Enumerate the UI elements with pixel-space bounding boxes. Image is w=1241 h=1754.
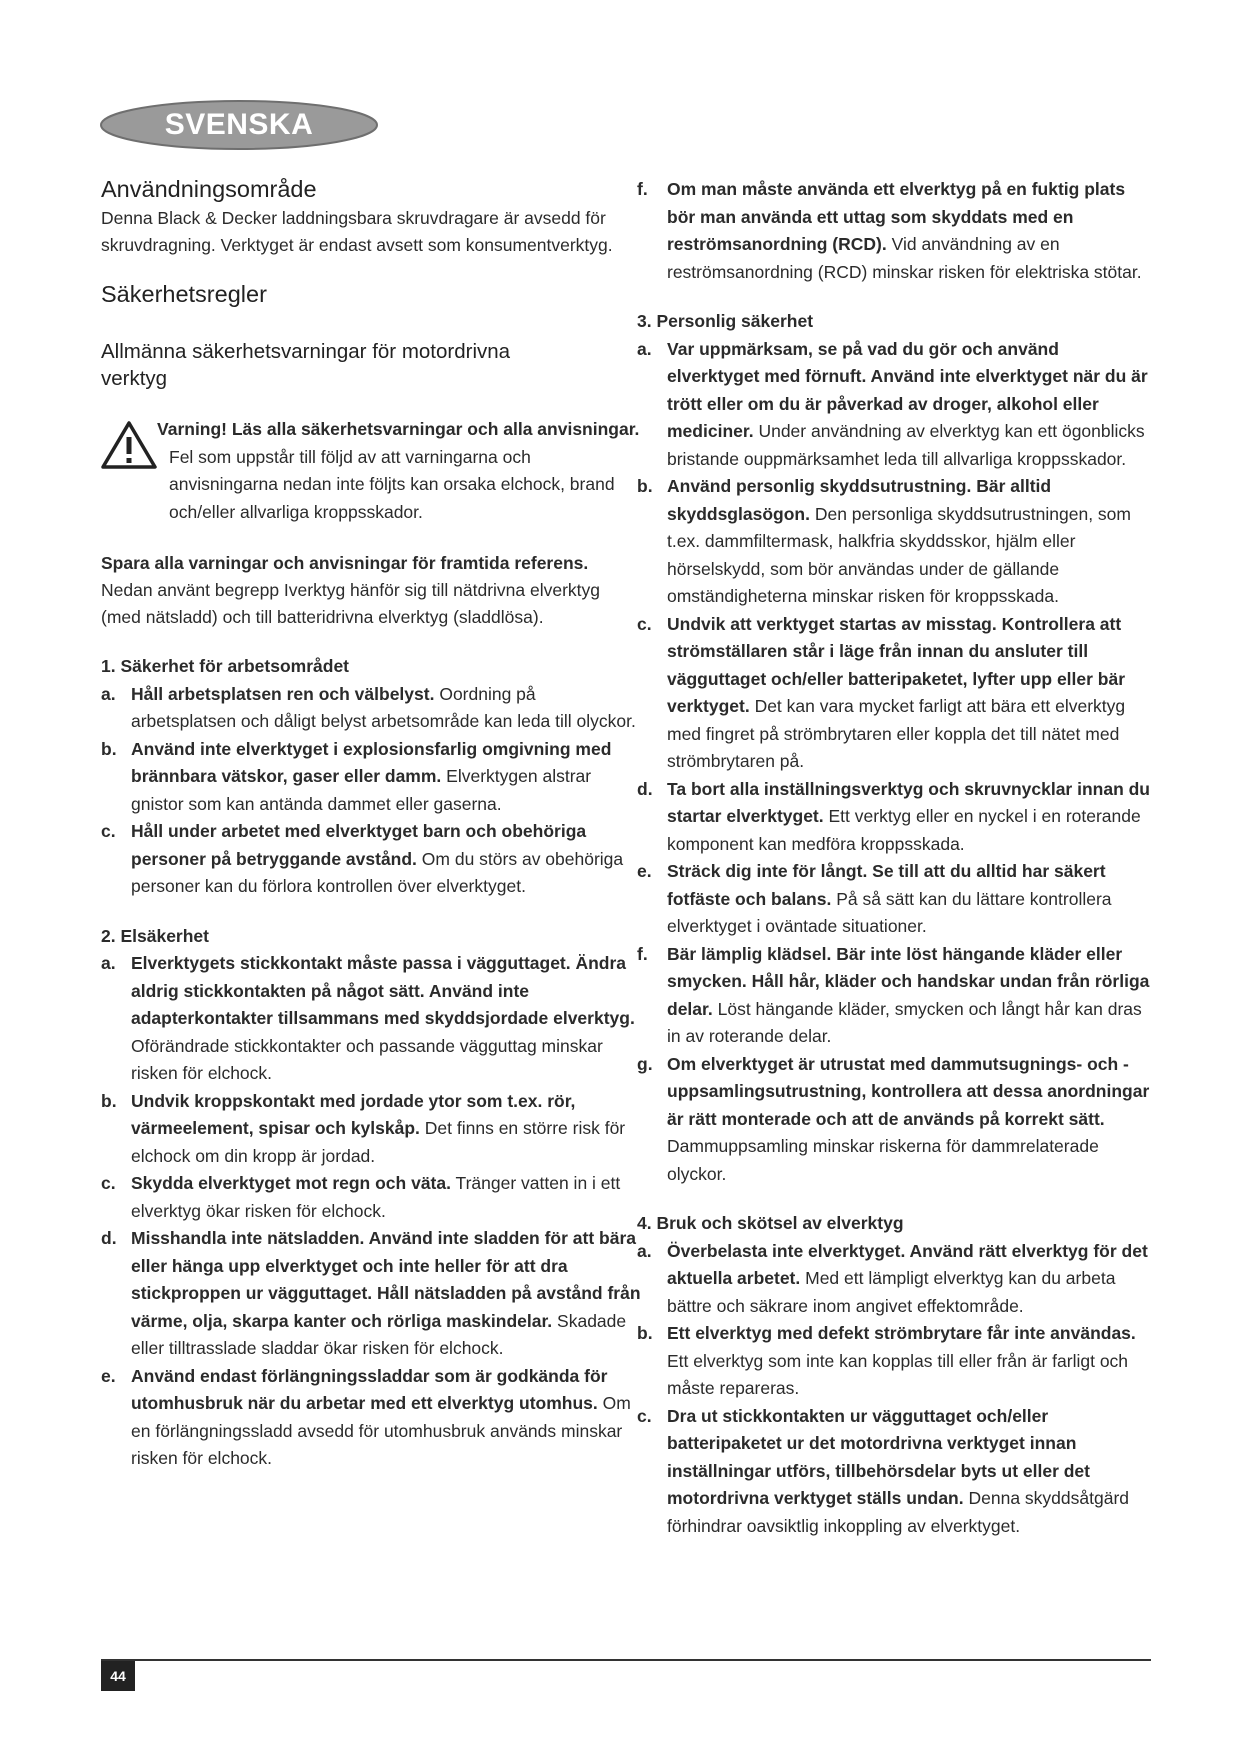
section1-item-b: b. Använd inte elverktyget i explosionsfarlig omgivning med brännbara vätskor, gaser eller damm. Elverktygen alstrar gnistor som kan antända dammet eller gaserna. [101, 738, 612, 814]
save-instructions-text: Nedan använt begrepp Iverktyg hänför sig till nätdrivna elverktyg (med nätsladd) och till batteridrivna elverktyg (sladdlösa). [101, 580, 601, 627]
intended-use-heading: Användningsområde [101, 176, 317, 202]
section2-item-c: c. Skydda elverktyget mot regn och väta. Tränger vatten in i ett elverktyg ökar risken för elchock. [101, 1173, 621, 1221]
section3-item-g: g. Om elverktyget är utrustat med dammutsugnings- och -uppsamlingsutrustning, kontrollera att dessa anordningar är rätt monterade och att de används på korrekt sätt. Dammuppsamling minskar riskerna för dammrelaterade olyckor. [637, 1053, 1150, 1184]
page-number: 44 [101, 1661, 135, 1691]
warning-text: Fel som uppstår till följd av att varningarna och anvisningarna nedan inte följts kan orsaka elchock, brand och/eller allvarliga kroppsskador. [169, 446, 615, 522]
general-warnings-subheading: Allmänna säkerhetsvarningar för motordrivna verktyg [101, 340, 511, 390]
general-warning [101, 416, 641, 526]
left-column [101, 176, 641, 1473]
section3-item-f: f. Bär lämplig klädsel. Bär inte löst hängande kläder eller smycken. Håll hår, kläder och handskar undan från rörliga delar. Löst hängande kläder, smycken och långt hår kan dras in av roterande delar. [637, 943, 1150, 1046]
warning-lead: Varning! Läs alla säkerhetsvarningar och alla anvisningar. [157, 419, 640, 439]
right-column [637, 176, 1151, 1540]
section3-item-c: c. Undvik att verktyget startas av misstag. Kontrollera att strömställaren står i läge från innan du ansluter till vägguttaget och/eller batteripaketet, lyfter upp eller bär verktyget. Det kan vara mycket farligt att bära ett elverktyg med fingret på strömbrytaren eller koppla det till nätet med strömbrytaren på. [637, 613, 1126, 771]
section2-item-f: f. Om man måste använda ett elverktyg på en fuktig plats bör man använda ett uttag som skyddats med en reströmsanordning (RCD). Vid användning av en reströmsanordning (RCD) minskar risken för elektriska stötar. [637, 179, 1142, 282]
save-instructions-lead: Spara alla varningar och anvisningar för framtida referens. [101, 553, 589, 573]
section3-heading: 3. Personlig säkerhet [637, 311, 814, 331]
save-instructions [101, 550, 641, 631]
section3-item-a: a. Var uppmärksam, se på vad du gör och använd elverktyget med förnuft. Använd inte elverktyget när du är trött eller om du är påverkad av droger, alkohol eller mediciner. Under användning av elverktyg kan ett ögonblicks bristande ouppmärksamhet leda till allvarliga kroppsskador. [637, 338, 1148, 469]
intended-use-text: Denna Black & Decker laddningsbara skruvdragare är avsedd för skruvdragning. Verktyget är endast avsett som konsumentverktyg. [101, 208, 613, 255]
section2-item-e: e. Använd endast förlängningssladdar som är godkända för utomhusbruk när du arbetar med ett elverktyg utomhus. Om en förlängningssladd avsedd för utomhusbruk används minskar risken för elchock. [101, 1365, 631, 1468]
language-badge [99, 99, 379, 151]
section4-heading: 4. Bruk och skötsel av elverktyg [637, 1213, 904, 1233]
section3-item-d: d. Ta bort alla inställningsverktyg och skruvnycklar innan du startar elverktyget. Ett verktyg eller en nyckel i en roterande komponent kan medföra kroppsskada. [637, 778, 1151, 854]
section4-item-a: a. Överbelasta inte elverktyget. Använd rätt elverktyg för det aktuella arbetet. Med ett lämpligt elverktyg kan du arbeta bättre och säkrare inom angivet effektområde. [637, 1240, 1148, 1316]
section4-item-b: b. Ett elverktyg med defekt strömbrytare får inte användas. Ett elverktyg som inte kan kopplas till eller från är farligt och måste repareras. [637, 1323, 1136, 1398]
footer-divider [101, 1659, 1151, 1661]
section3-item-e: e. Sträck dig inte för långt. Se till att du alltid har säkert fotfäste och balans. På så sätt kan du lättare kontrollera elverktyget i oväntade situationer. [637, 861, 1112, 936]
language-label: SVENSKA [164, 108, 314, 141]
section4-item-c: c. Dra ut stickkontakten ur vägguttaget och/eller batteripaketet ur det motordrivna verktyget innan inställningar utförs, tillbehörsdelar byts ut eller det motordrivna verktyget ställs undan. Denna skyddsåtgärd förhindrar oavsiktlig inkoppling av elverktyget. [637, 1405, 1130, 1536]
section2-item-d: d. Misshandla inte nätsladden. Använd inte sladden för att bära eller hänga upp elverktyget och inte heller för att dra stickproppen ur vägguttaget. Håll nätsladden på avstånd från värme, olja, skarpa kanter och rörliga maskindelar. Skadade eller tilltrasslade sladdar ökar risken för elchock. [101, 1228, 641, 1358]
section1-item-a: a. Håll arbetsplatsen ren och välbelyst. Oordning på arbetsplatsen och dåligt belyst arbetsområde kan leda till olyckor. [101, 683, 636, 731]
section1-heading: 1. Säkerhet för arbetsområdet [101, 656, 350, 676]
section3-item-b: b. Använd personlig skyddsutrustning. Bär alltid skyddsglasögon. Den personliga skyddsutrustningen, som t.ex. dammfiltermask, halkfria skyddsskor, hjälm eller hörselskydd, som bör användas under de gällande omständigheterna minskar risken för kroppsskada. [637, 476, 1131, 606]
safety-heading: Säkerhetsregler [101, 281, 267, 307]
section2-item-a: a. Elverktygets stickkontakt måste passa i vägguttaget. Ändra aldrig stickkontakten på något sätt. Använd inte adapterkontakter tillsammans med skyddsjordade elverktyg. Oförändrade stickkontakter och passande vägguttag minskar risken för elchock. [101, 953, 635, 1083]
warning-triangle-icon [101, 420, 157, 470]
section2-item-b: b. Undvik kroppskontakt med jordade ytor som t.ex. rör, värmeelement, spisar och kylskåp. Det finns en större risk för elchock om din kropp är jordad. [101, 1090, 626, 1166]
section1-item-c: c. Håll under arbetet med elverktyget barn och obehöriga personer på betryggande avstånd. Om du störs av obehöriga personer kan du förlora kontrollen över elverktyget. [101, 821, 624, 896]
section2-heading: 2. Elsäkerhet [101, 925, 209, 946]
